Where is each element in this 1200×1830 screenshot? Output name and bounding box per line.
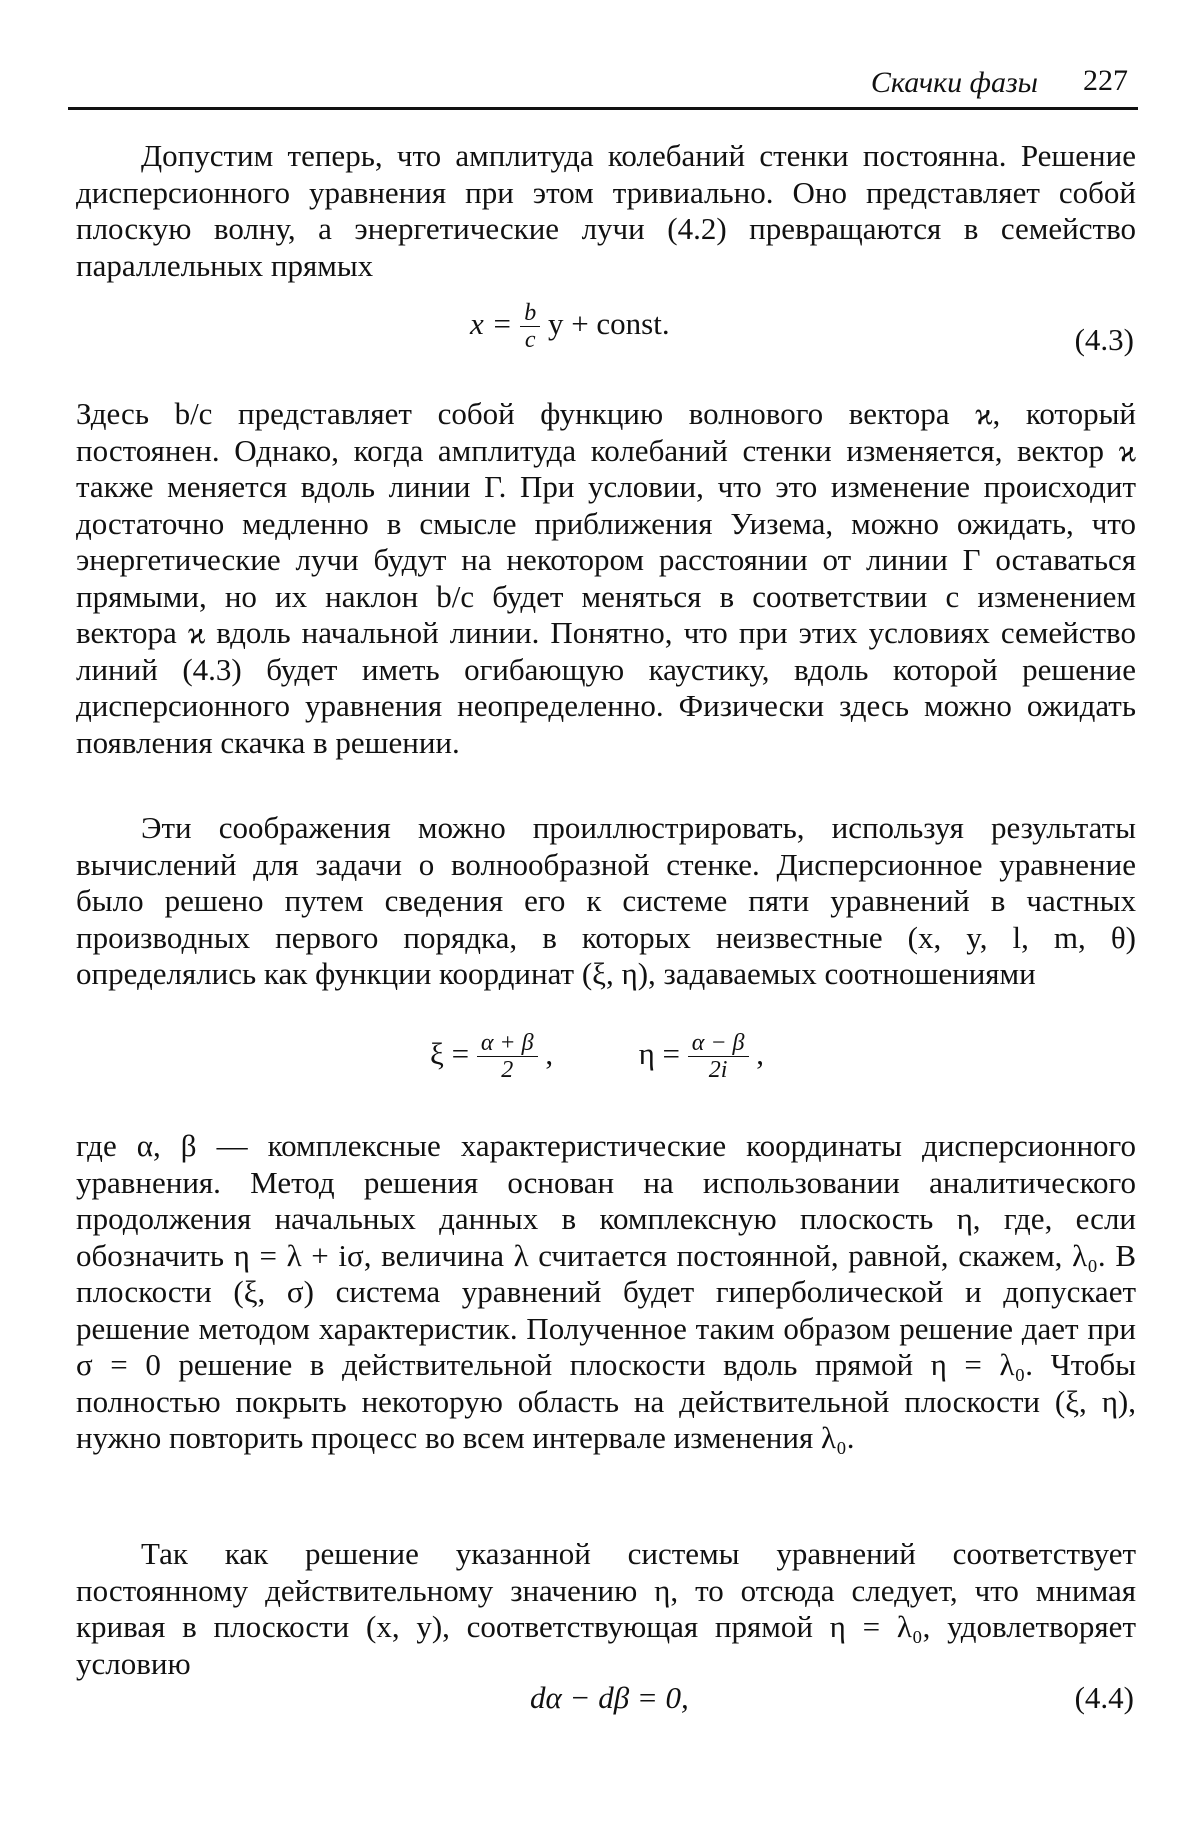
eta-lhs: η = [638,1036,681,1071]
paragraph-2: Здесь b/c представляет собой функцию волнового вектора ϰ, который постоянен. Однако, когда амплитуда колебаний стенки изменяется, вектор ϰ также меняется вдоль линии Г. При условии, что это изменение происходит достаточно медленно в смысле приближения Уизема, можно ожидать, что энергетические лучи будут на некотором расстоянии от линии Г оставаться прямыми, но их наклон b/c будет меняться в соответствии с изменением вектора ϰ вдоль начальной линии. Понятно, что при этих условиях семейство линий (4.3) будет иметь огибающую каустику, вдоль которой решение дисперсионного уравнения неопределенно. Физически здесь можно ожидать появления скачка в решении. [76,396,1136,760]
paragraph-3: Эти соображения можно проиллюстрировать, используя результаты вычислений для задачи о волнообразной стенке. Дисперсионное уравнение было решено путем сведения его к системе пяти уравнений в частных производных первого порядка, в которых неизвестные (x, y, l, m, θ) определялись как функции координат (ξ, η), задаваемых соотношениями [76,810,1136,991]
equation-number-4-4: (4.4) [1074,1680,1134,1715]
xi-lhs: ξ = [430,1036,470,1071]
xi-separator: , [545,1036,554,1071]
eta-end: , [756,1036,765,1071]
paragraph-1: Допустим теперь, что амплитуда колебаний стенки постоянна. Решение дисперсионного уравнения при этом тривиально. Оно представляет собой плоскую волну, а энергетические лучи (4.2) превращаются в семейство параллельных прямых [76,138,1136,283]
xi-numerator: α + β [477,1030,538,1057]
equation-number-4-3: (4.3) [1074,322,1134,357]
page-number: 227 [1083,64,1128,97]
eq43-rhs: y + const. [547,306,670,341]
eq43-denominator: c [524,327,536,354]
eta-denominator: 2i [708,1057,728,1084]
xi-denominator: 2 [501,1057,514,1084]
paragraph-4: где α, β — комплексные характеристические координаты дисперсионного уравнения. Метод решения основан на использовании аналитического продолжения начальных данных в комплексную плоскость η, где, если обозначить η = λ + iσ, величина λ считается постоянной, равной, скажем, λ₀. В плоскости (ξ, σ) система уравнений будет гиперболической и допускает решение методом характеристик. Полученное таким образом решение дает при σ = 0 решение в действительной плоскости вдоль прямой η = λ₀. Чтобы полностью покрыть некоторую область на действительной плоскости (ξ, η), нужно повторить процесс во всем интервале изменения λ₀. [76,1128,1136,1455]
eq43-lhs: x = [470,306,513,341]
paragraph-5: Так как решение указанной системы уравнений соответствует постоянному действительному значению η, то отсюда следует, что мнимая кривая в плоскости (x, y), соответствующая прямой η = λ₀, удовлетворяет условию [76,1536,1136,1681]
running-title: Скачки фазы [870,66,1038,99]
eq43-fraction [520,300,540,354]
eta-numerator: α − β [688,1030,749,1057]
eq43-numerator: b [520,300,540,327]
xi-fraction [477,1030,538,1084]
equation-4-4: dα − dβ = 0, [530,1680,689,1715]
equation-4-3 [470,300,670,354]
eta-fraction [688,1030,749,1084]
page-header [68,58,1138,110]
equation-xi-eta [430,1030,764,1084]
